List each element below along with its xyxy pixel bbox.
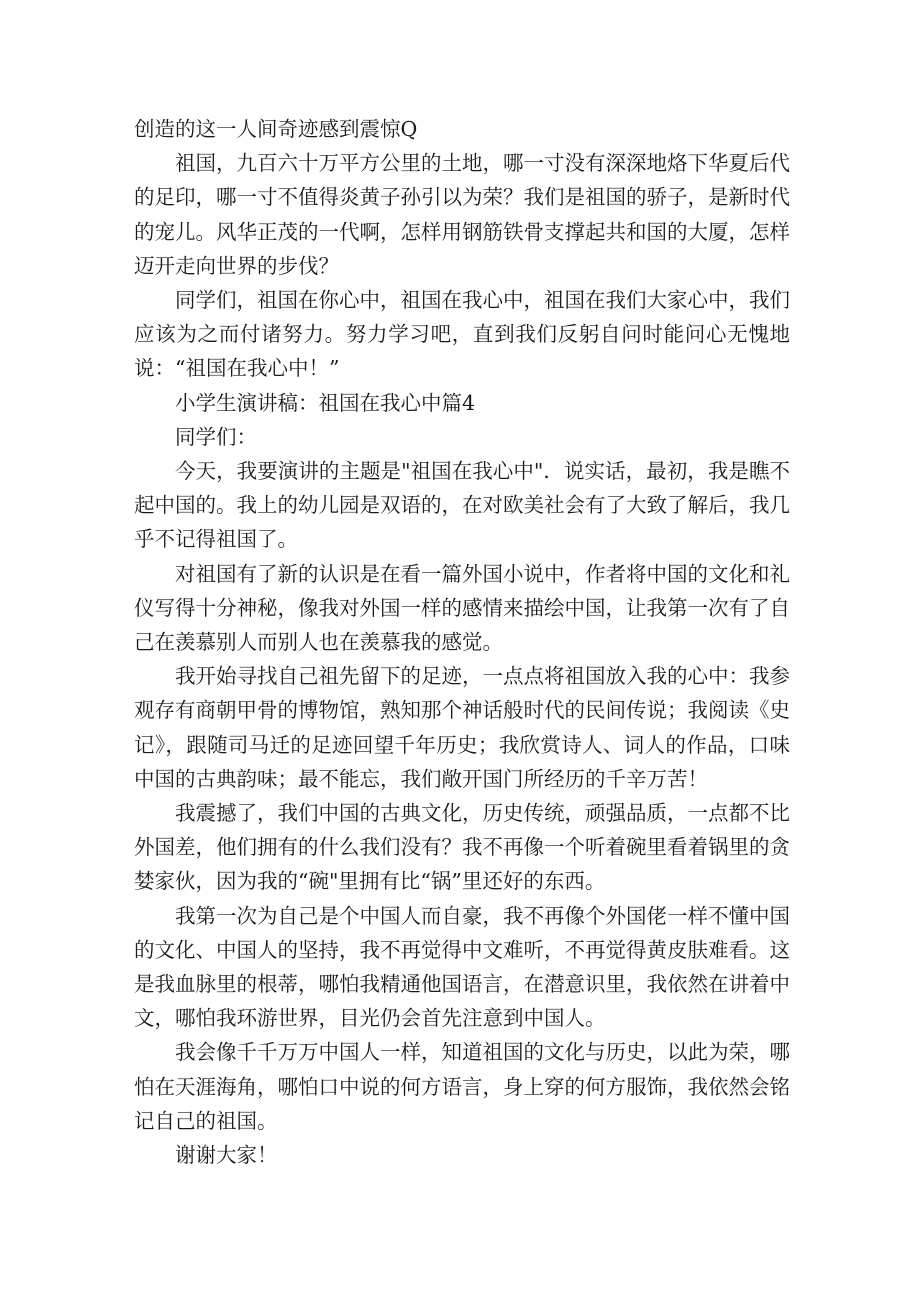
paragraph: 祖国，九百六十万平方公里的土地，哪一寸没有深深地烙下华夏后代的足印，哪一寸不值得炎黄子孙引以为荣？我们是祖国的骄子，是新时代的宠儿。风华正茂的一代啊，怎样用钢筋铁骨支撑起共和国的大厦，怎样迈开走向世界的步伐？ bbox=[134, 151, 790, 278]
document-page bbox=[134, 112, 790, 1172]
salutation: 同学们： bbox=[175, 424, 257, 449]
paragraph: 我第一次为自己是个中国人而自豪，我不再像个外国佬一样不懂中国的文化、中国人的坚持，我不再觉得中文难听，不再觉得黄皮肤难看。这是我血脉里的根蒂，哪怕我精通他国语言，在潜意识里，我依然在讲着中文，哪怕我环游世界，目光仍会首先注意到中国人。 bbox=[134, 903, 790, 1031]
paragraph-continuation: 创造的这一人间奇迹感到震惊Q bbox=[134, 117, 418, 141]
paragraph: 对祖国有了新的认识是在看一篇外国小说中，作者将中国的文化和礼仪写得十分神秘，像我对外国一样的感情来描绘中国，让我第一次有了自己在羡慕别人而别人也在羡慕我的感觉。 bbox=[134, 561, 790, 655]
closing-thanks: 谢谢大家！ bbox=[175, 1143, 278, 1168]
paragraph: 今天，我要演讲的主题是"祖国在我心中"．说实话，最初，我是瞧不起中国的。我上的幼儿园是双语的，在对欧美社会有了大致了解后，我几乎不记得祖国了。 bbox=[134, 459, 790, 552]
paragraph: 我开始寻找自己祖先留下的足迹，一点点将祖国放入我的心中：我参观存有商朝甲骨的博物馆，熟知那个神话般时代的民间传说；我阅读《史记》，跟随司马迁的足迹回望千年历史；我欣赏诗人、词人的作品，口味中国的古典韵味；最不能忘，我们敞开国门所经历的千辛万苦！ bbox=[134, 664, 790, 791]
paragraph: 同学们，祖国在你心中，祖国在我心中，祖国在我们大家心中，我们应该为之而付诸努力。努力学习吧，直到我们反躬自问时能问心无愧地说：“祖国在我心中！” bbox=[134, 288, 790, 381]
paragraph: 我会像千千万万中国人一样，知道祖国的文化与历史，以此为荣，哪怕在天涯海角，哪怕口中说的何方语言，身上穿的何方服饰，我依然会铭记自己的祖国。 bbox=[134, 1040, 790, 1133]
paragraph: 我震撼了，我们中国的古典文化，历史传统，顽强品质，一点都不比外国差，他们拥有的什么我们没有？我不再像一个听着碗里看着锅里的贪婪家伙，因为我的“碗"里拥有比“锅”里还好的东西。 bbox=[134, 801, 790, 894]
section-heading: 小学生演讲稿：祖国在我心中篇4 bbox=[175, 390, 476, 415]
